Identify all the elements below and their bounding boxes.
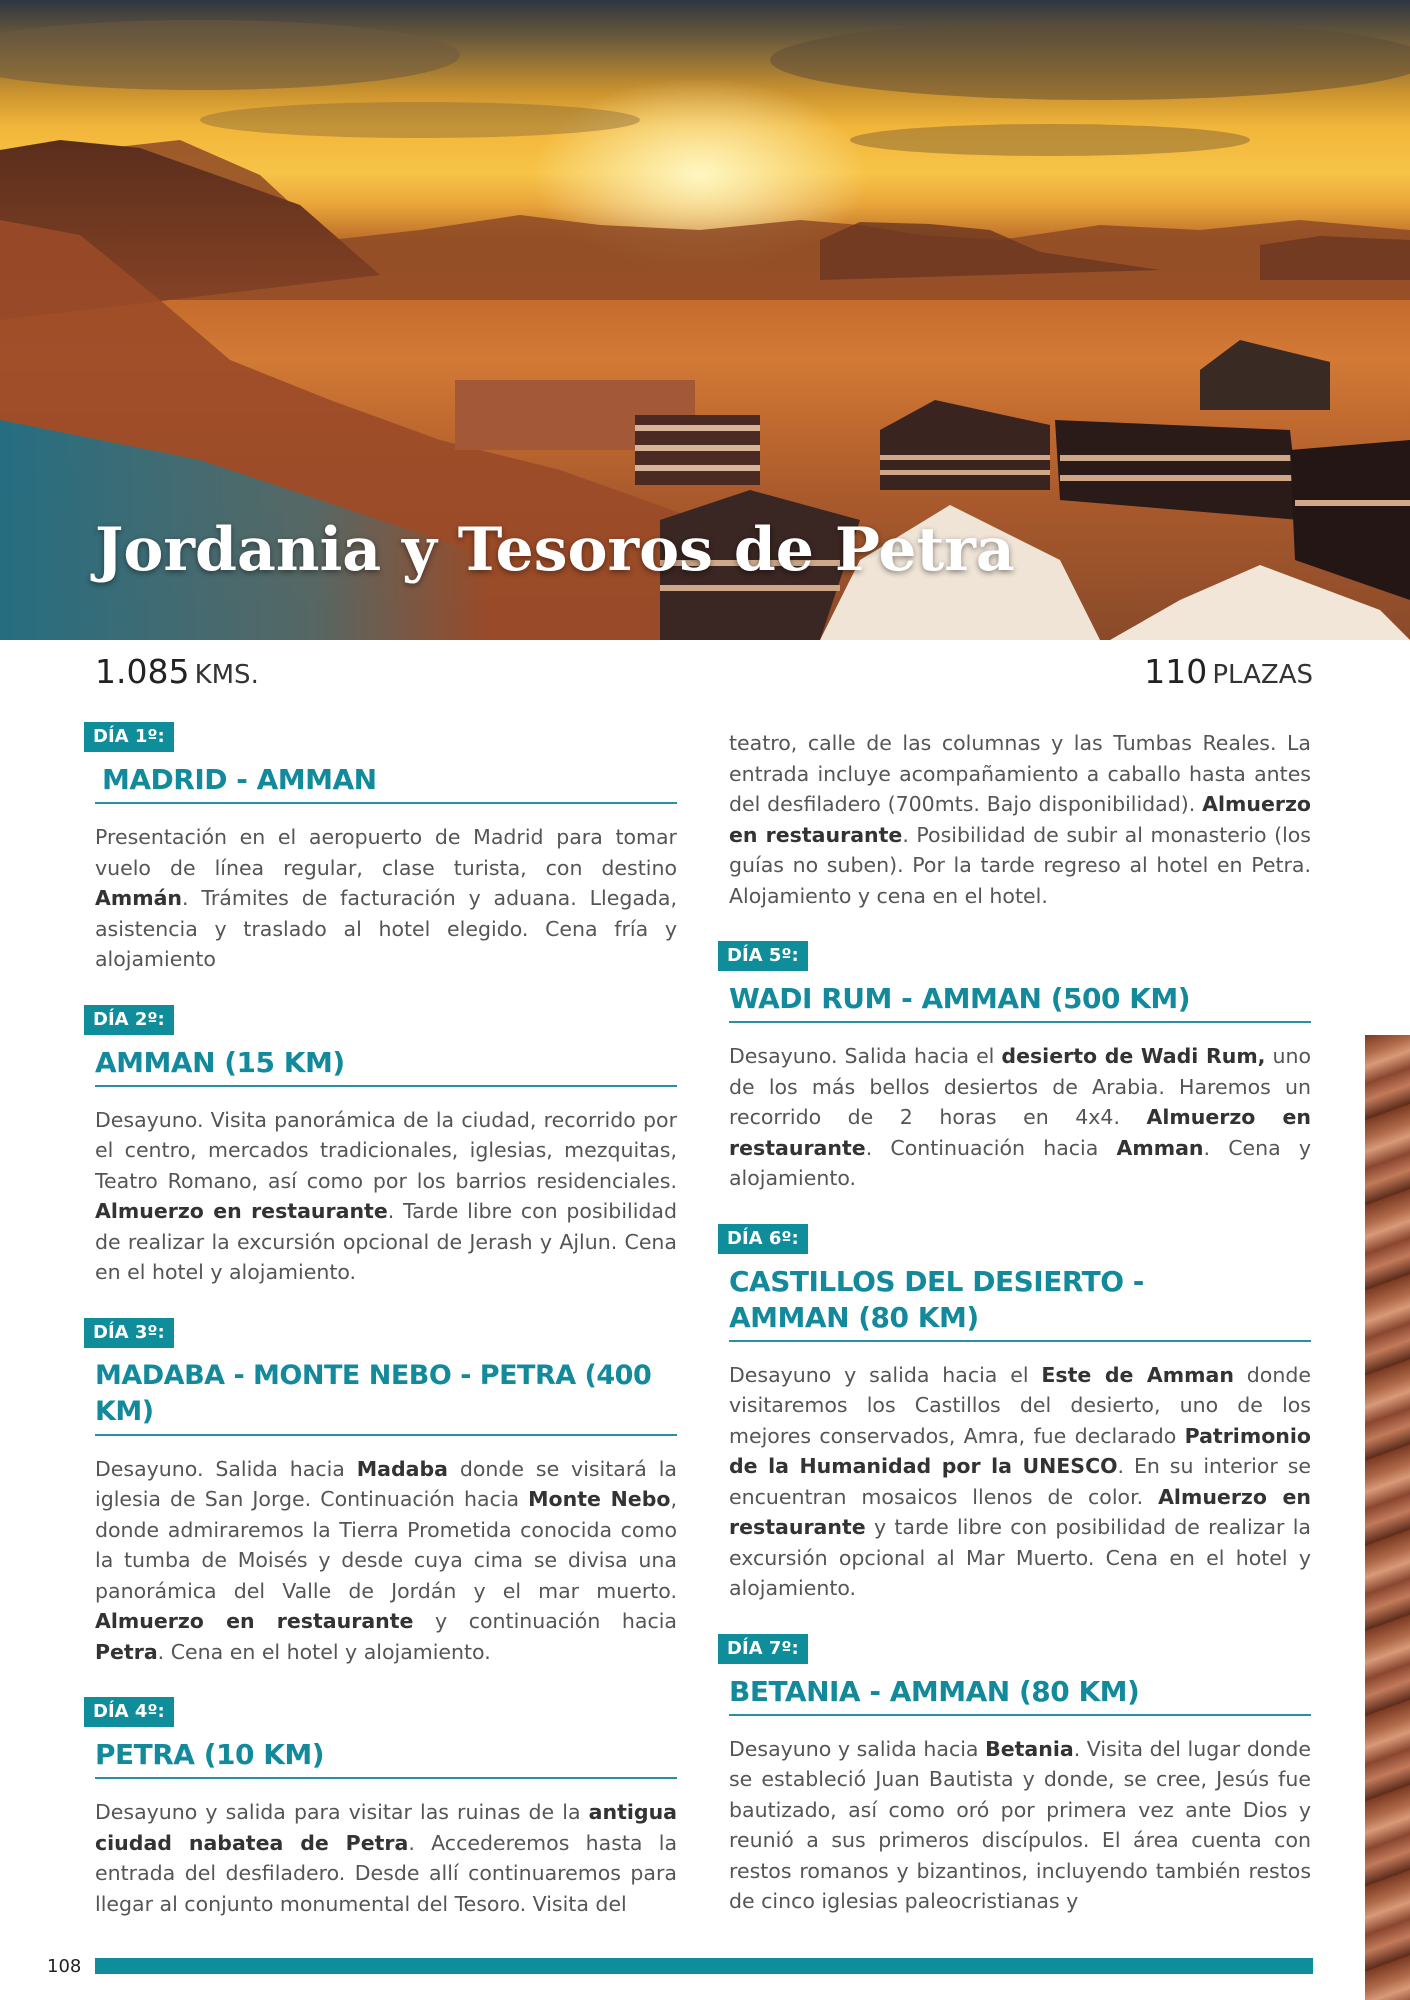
day-section <box>729 1634 1311 1917</box>
day-description: Desayuno. Salida hacia el desierto de Wadi Rum, uno de los más bellos desiertos de Arabia. Haremos un recorrido de 2 horas en 4x4. Almuerzo en restaurante. Continuación hacia Amman. Cena y alojamiento. <box>729 1044 1311 1190</box>
distance-stat <box>95 652 259 691</box>
seats-stat <box>1144 652 1313 691</box>
day-section <box>95 722 677 975</box>
bold-highlight: Betania <box>985 1736 1074 1761</box>
bold-highlight: Almuerzo en restaurante <box>95 1199 388 1223</box>
day-title: PETRA (10 KM) <box>95 1737 677 1779</box>
day-badge: DÍA 3º: <box>84 1318 174 1348</box>
page-number: 108 <box>47 1956 82 1977</box>
day-description: Desayuno y salida hacia Betania. Visita del lugar donde se estableció Juan Bautista y donde, se cree, Jesús fue bautizado, así como oró por primera vez ante Dios y reunió a sus primeros discípulos. El área cuenta con restos romanos y bizantinos, incluyendo también restos de cinco iglesias paleocristianas y <box>729 1736 1311 1913</box>
day-badge: DÍA 1º: <box>84 722 174 752</box>
day-title: MADRID - AMMAN <box>95 762 677 804</box>
day-description: Desayuno. Salida hacia Madaba donde se visitará la iglesia de San Jorge. Continuación hacia Monte Nebo, donde admiraremos la Tierra Prometida conocida como la tumba de Moisés y desde cuya cima se divisa una panorámica del Valle de Jordán y el mar muerto. Almuerzo en restaurante y continuación hacia Petra. Cena en el hotel y alojamiento. <box>95 1456 677 1664</box>
day-description: Presentación en el aeropuerto de Madrid para tomar vuelo de línea regular, clase turista, con destino Ammán. Trámites de facturación y aduana. Llegada, asistencia y traslado al hotel elegido. Cena fría y alojamiento <box>95 825 677 971</box>
bold-highlight: Monte Nebo <box>528 1487 671 1511</box>
hero-image <box>0 0 1410 640</box>
bold-highlight: Patrimonio de la Humanidad por la UNESCO <box>729 1423 1311 1478</box>
day-title <box>729 1264 1311 1342</box>
day-badge: DÍA 4º: <box>84 1697 174 1727</box>
day-section <box>95 1697 677 1919</box>
bold-highlight: Este de Amman <box>1041 1362 1234 1387</box>
day-title: WADI RUM - AMMAN (500 KM) <box>729 981 1311 1023</box>
day-description: Desayuno. Visita panorámica de la ciudad, recorrido por el centro, mercados tradicionales, iglesias, mezquitas, Teatro Romano, así como por los barrios residenciales. Almuerzo en restaurante. Tarde libre con posibilidad de realizar la excursión opcional de Jerash y Ajlun. Cena en el hotel y alojamiento. <box>95 1107 677 1284</box>
side-rock-photo <box>1365 1035 1410 2000</box>
day-section <box>729 1224 1311 1604</box>
bold-highlight: Amman <box>1116 1135 1204 1160</box>
day-title: MADABA - MONTE NEBO - PETRA (400 KM) <box>95 1358 677 1436</box>
day-badge: DÍA 5º: <box>718 941 808 971</box>
bold-highlight: desierto de Wadi Rum, <box>1001 1044 1266 1068</box>
day-title: AMMAN (15 KM) <box>95 1045 677 1087</box>
page-title: Jordania y Tesoros de Petra <box>95 515 1015 585</box>
bold-highlight: Madaba <box>356 1456 448 1481</box>
bold-highlight: Almuerzo en restaurante <box>729 792 1311 847</box>
day-title-line-2: AMMAN (80 KM) <box>729 1300 979 1334</box>
bold-highlight: Petra <box>95 1639 158 1664</box>
day-description: Desayuno y salida para visitar las ruinas de la antigua ciudad nabatea de Petra. Accederemos hasta la entrada del desfiladero. Desde allí continuaremos para llegar al conjunto monumental del Tesoro. Visita del <box>95 1800 678 1916</box>
day-badge: DÍA 7º: <box>718 1634 808 1664</box>
bold-highlight: Ammán <box>95 886 183 910</box>
distance-unit: KMS. <box>194 660 259 690</box>
day-section <box>95 1318 677 1668</box>
day-section <box>95 1005 677 1288</box>
day-badge: DÍA 6º: <box>718 1224 808 1254</box>
itinerary-left-column <box>95 722 677 1949</box>
day-title: BETANIA - AMMAN (80 KM) <box>729 1674 1311 1716</box>
itinerary-right-column <box>729 728 1311 1947</box>
day-description: Desayuno y salida hacia el Este de Amman donde visitaremos los Castillos del desierto, uno de los mejores conservados, Amra, fue declarado Patrimonio de la Humanidad por la UNESCO. En su interior se encuentran mosaicos llenos de color. Almuerzo en restaurante y tarde libre con posibilidad de realizar la excursión opcional al Mar Muerto. Cena en el hotel y alojamiento. <box>729 1362 1311 1600</box>
footer-bar <box>95 1958 1313 1974</box>
day-title-line-1: CASTILLOS DEL DESIERTO - <box>729 1264 1144 1298</box>
day-description-continued: teatro, calle de las columnas y las Tumbas Reales. La entrada incluye acompañamiento a caballo hasta antes del desfiladero (700mts. Bajo disponibilidad). Almuerzo en restaurante. Posibilidad de subir al monasterio (los guías no suben). Por la tarde regreso al hotel en Petra. Alojamiento y cena en el hotel. <box>729 731 1311 908</box>
day-section <box>729 941 1311 1194</box>
distance-value: 1.085 <box>95 652 190 691</box>
bold-highlight: Almuerzo en restaurante <box>729 1105 1311 1160</box>
seats-unit: PLAZAS <box>1212 660 1313 690</box>
bold-highlight: Almuerzo en restaurante <box>729 1484 1311 1539</box>
bold-highlight: Almuerzo en restaurante <box>95 1609 414 1633</box>
bold-highlight: antigua ciudad nabatea de Petra <box>95 1800 677 1855</box>
day-badge: DÍA 2º: <box>84 1005 174 1035</box>
seats-value: 110 <box>1144 652 1208 691</box>
